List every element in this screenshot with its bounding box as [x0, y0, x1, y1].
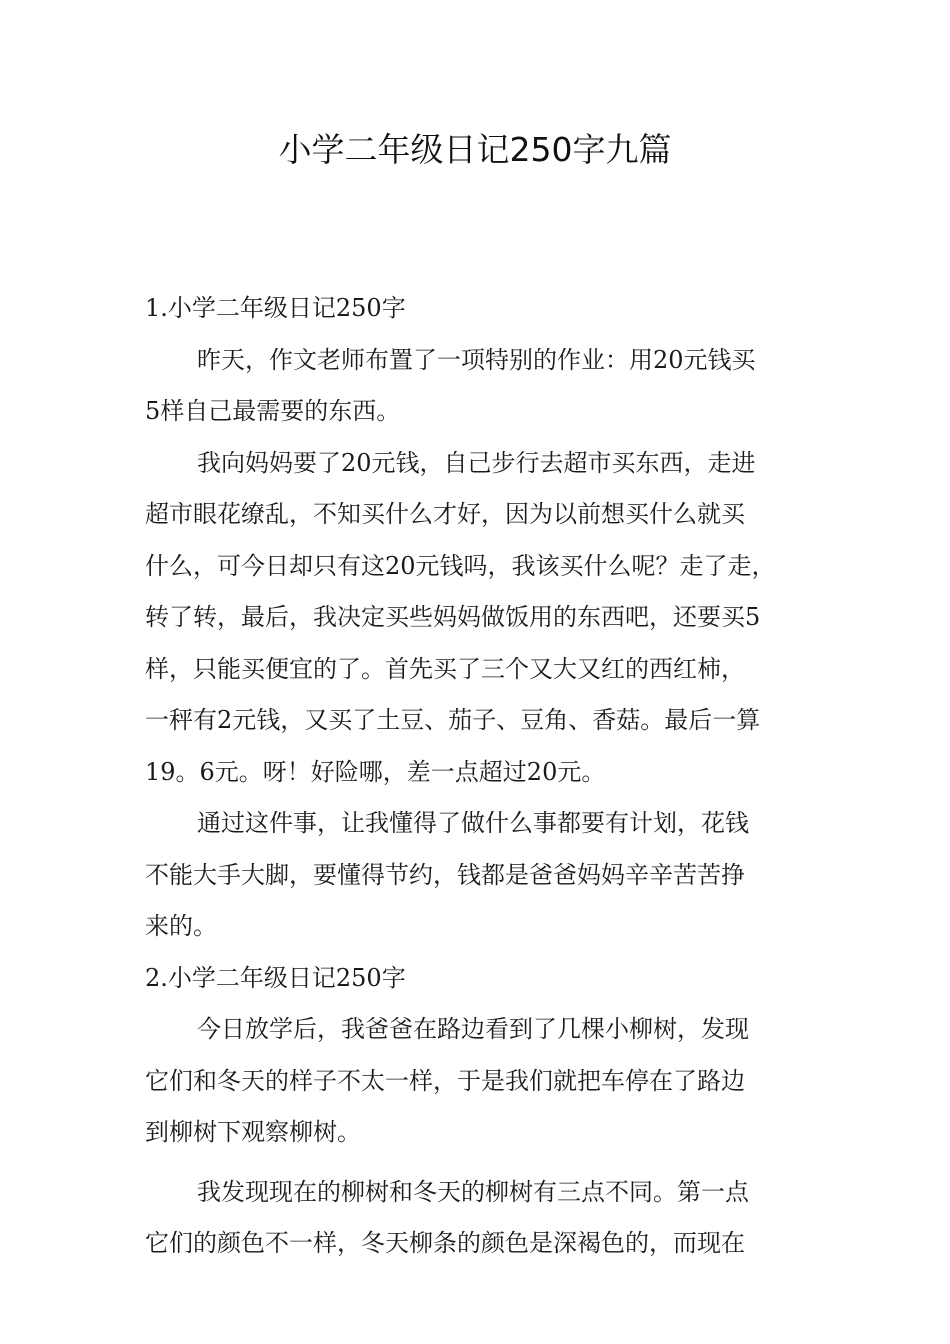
paragraph-line: 不能大手大脚，要懂得节约，钱都是爸爸妈妈辛辛苦苦挣	[145, 860, 745, 889]
paragraph-line: 什么，可今日却只有这20元钱吗，我该买什么呢？走了走，	[145, 551, 776, 580]
paragraph-line: 一秤有2元钱，又买了土豆、茄子、豆角、香菇。最后一算	[145, 706, 761, 734]
paragraph-line: 样，只能买便宜的了。首先买了三个又大又红的西红柿，	[145, 654, 745, 683]
paragraph-line: 我发现现在的柳树和冬天的柳树有三点不同。第一点	[197, 1177, 749, 1206]
paragraph-line: 昨天，作文老师布置了一项特别的作业：用20元钱买	[197, 345, 756, 374]
paragraph-line: 超市眼花缭乱，不知买什么才好，因为以前想买什么就买	[145, 500, 745, 528]
paragraph-line: 来的。	[145, 912, 217, 940]
paragraph	[145, 798, 809, 953]
paragraph-line: 19。6元。呀！好险哪，差一点超过20元。	[145, 757, 606, 786]
paragraph-line: 今日放学后，我爸爸在路边看到了几棵小柳树，发现	[197, 1015, 749, 1043]
section-heading: 2.小学二年级日记250字	[145, 963, 406, 992]
paragraph-line: 通过这件事，让我懂得了做什么事都要有计划，花钱	[197, 809, 749, 837]
paragraph-line: 它们和冬天的样子不太一样，于是我们就把车停在了路边	[145, 1066, 745, 1095]
paragraph	[145, 438, 809, 799]
paragraph-line: 5样自己最需要的东西。	[145, 397, 401, 425]
document-title: 小学二年级日记250字九篇	[278, 130, 672, 169]
paragraph-line: 到柳树下观察柳树。	[145, 1118, 361, 1146]
paragraph-line: 转了转，最后，我决定买些妈妈做饭用的东西吧，还要买5	[145, 603, 761, 631]
paragraph	[145, 1167, 809, 1270]
section-heading: 1.小学二年级日记250字	[145, 294, 406, 322]
paragraph-line: 它们的颜色不一样，冬天柳条的颜色是深褐色的，而现在	[145, 1229, 745, 1257]
paragraph	[145, 1004, 809, 1159]
document-body	[145, 283, 809, 1270]
paragraph	[145, 335, 809, 438]
paragraph-line: 我向妈妈要了20元钱，自己步行去超市买东西，走进	[197, 448, 756, 477]
